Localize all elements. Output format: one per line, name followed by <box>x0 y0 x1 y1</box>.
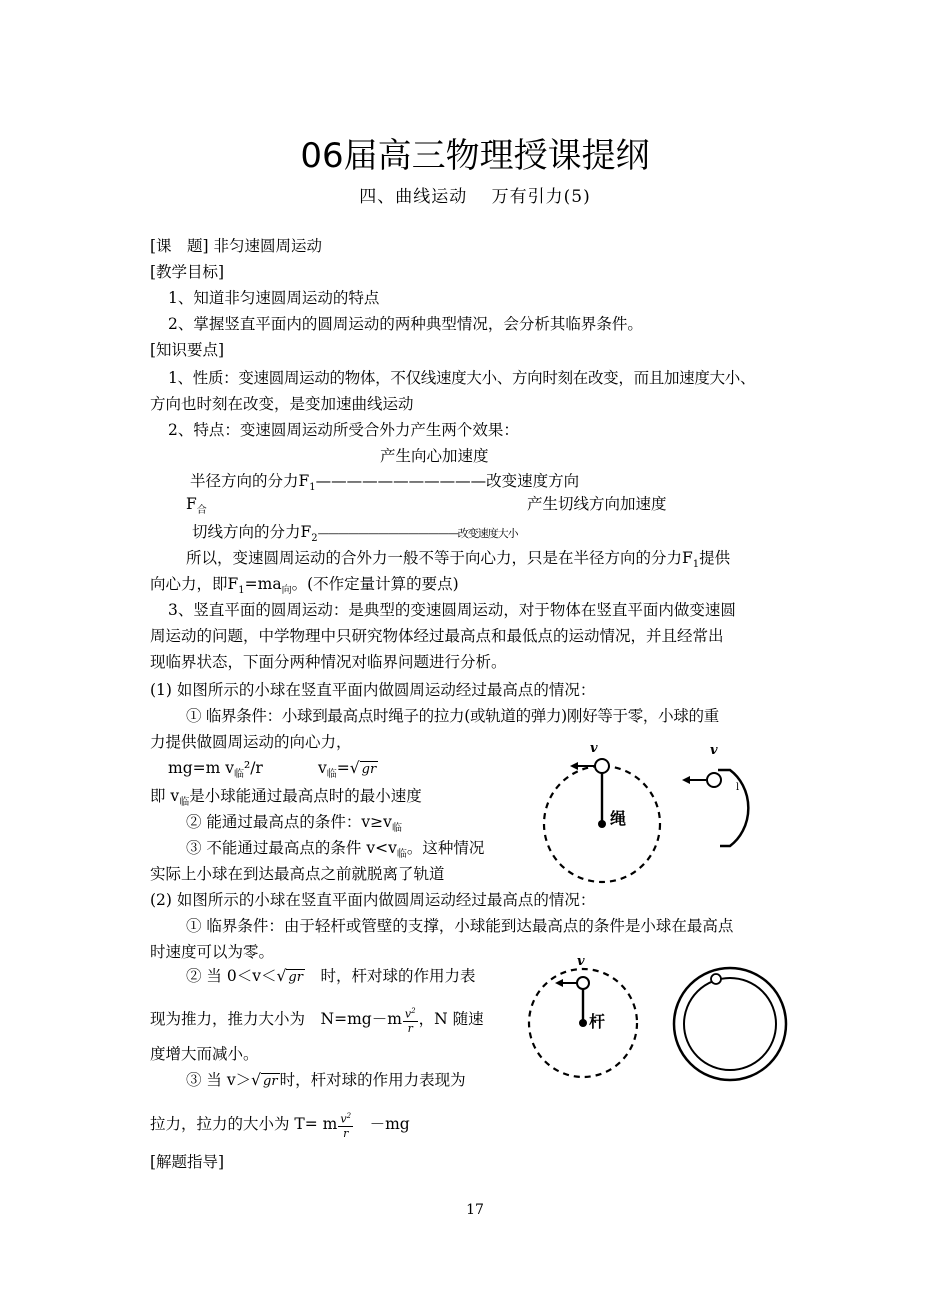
case-1-min-speed: 即 $v_临$是小球能通过最高点时的最小速度 <box>150 787 422 809</box>
pivot-point <box>598 820 606 828</box>
ball <box>577 977 589 989</box>
rope-label: 绳 <box>610 809 627 828</box>
goal-2: 2、掌握竖直平面内的圆周运动的两种典型情况，会分析其临界条件。 <box>168 315 643 333</box>
effect-net-force: $F_合$ <box>186 495 207 517</box>
tube-figure <box>670 960 790 1090</box>
case-2-c-line-1: ③ 当 v＞√ gr 时，杆对球的作用力表现为 <box>186 1071 466 1089</box>
case-1-c-line-2: 实际上小球在到达最高点之前就脱离了轨道 <box>150 865 445 883</box>
case-2-b-line-1: ② 当 0＜v＜√ gr 时，杆对球的作用力表 <box>186 967 476 985</box>
rod-circle-figure <box>525 955 645 1085</box>
velocity-label: v <box>590 742 598 756</box>
goals-heading: [教学目标] <box>150 263 225 281</box>
point-3-line-3: 现临界状态，下面分两种情况对临界问题进行分析。 <box>150 653 507 671</box>
effect-radial: 半径方向的分力$F_1———————————$改变速度方向 <box>190 472 580 494</box>
fraction-v2-over-r-2: $\frac{v^2}{r}$ <box>340 1112 352 1140</box>
conclusion-line-1: 所以，变速圆周运动的合外力一般不等于向心力，只是在半径方向的分力$F_1$提供 <box>186 549 731 571</box>
effect-tangential: 切线方向的分力$F_2——————————————$改变速度大小 <box>192 523 518 545</box>
topic-line: [课 题] 非匀速圆周运动 <box>150 237 323 255</box>
case-1-equation-1: mg=m $v_临^2/r$ <box>168 759 263 781</box>
track-mark: l <box>736 782 740 793</box>
case-1-heading: (1) 如图所示的小球在竖直平面内做圆周运动经过最高点的情况： <box>150 681 596 699</box>
velocity-label: v <box>577 955 585 969</box>
track-figure <box>680 742 790 862</box>
pivot-point <box>579 1019 587 1027</box>
arrowhead-icon <box>682 776 690 784</box>
case-1-a-line-2: 力提供做圆周运动的向心力， <box>150 733 352 751</box>
document-title: 06届高三物理授课提纲 <box>300 136 650 176</box>
guide-heading: [解题指导] <box>150 1153 225 1171</box>
velocity-label: v <box>710 743 718 758</box>
ball <box>711 974 721 984</box>
arrowhead-icon <box>570 762 578 770</box>
outer-ring <box>674 968 786 1080</box>
points-heading: [知识要点] <box>150 341 225 359</box>
point-3-line-1: 3、竖直平面的圆周运动：是典型的变速圆周运动，对于物体在竖直平面内做变速圆 <box>168 601 736 619</box>
point-1-line-2: 方向也时刻在改变，是变加速曲线运动 <box>150 395 414 413</box>
case-1-equation-2: $v_临=√$ gr <box>318 759 377 781</box>
point-2: 2、特点：变速圆周运动所受合外力产生两个效果： <box>168 421 519 439</box>
effect-tangential-accel: 产生切线方向加速度 <box>527 495 667 513</box>
case-1-b: ② 能通过最高点的条件：$v\ge v_临$ <box>186 813 402 835</box>
point-3-line-2: 周运动的问题，中学物理中只研究物体经过最高点和最低点的运动情况，并且经常出 <box>150 627 724 645</box>
case-1-a-line-1: ① 临界条件：小球到最高点时绳子的拉力(或轨道的弹力)刚好等于零，小球的重 <box>186 707 719 725</box>
fraction-v2-over-r: $\frac{v^2}{r}$ <box>404 1007 416 1035</box>
page-number: 17 <box>466 1202 484 1218</box>
goal-1: 1、知道非匀速圆周运动的特点 <box>168 289 380 307</box>
case-2-c-line-2: 拉力，拉力的大小为 T= m $\frac{v^2}{r}$ －mg <box>150 1112 410 1140</box>
effect-centripetal: 产生向心加速度 <box>380 447 489 465</box>
case-2-b-line-3: 度增大而减小。 <box>150 1045 259 1063</box>
sqrt-gr: √ gr <box>349 759 377 777</box>
arrowhead-icon <box>555 979 563 987</box>
case-2-a-line-2: 时速度可以为零。 <box>150 943 275 961</box>
rope-circle-figure <box>540 742 670 892</box>
point-1-line-1: 1、性质：变速圆周运动的物体，不仅线速度大小、方向时刻在改变，而且加速度大小、 <box>168 369 756 387</box>
case-2-b-line-2: 现为推力，推力大小为 N=mg－m $\frac{v^2}{r}$ ，N 随速 <box>150 1007 484 1035</box>
conclusion-line-2: 向心力，即$F_1=ma_向$。(不作定量计算的要点) <box>150 575 459 597</box>
case-2-heading: (2) 如图所示的小球在竖直平面内做圆周运动经过最高点的情况： <box>150 891 596 909</box>
ball <box>595 759 609 773</box>
ball <box>707 773 721 787</box>
rod-label: 杆 <box>589 1012 606 1031</box>
case-2-a-line-1: ① 临界条件：由于轻杆或管壁的支撑，小球能到达最高点的条件是小球在最高点 <box>186 917 734 935</box>
track-curve <box>718 770 748 846</box>
inner-ring <box>684 978 776 1070</box>
document-subtitle: 四、曲线运动 万有引力(5) <box>359 187 591 207</box>
case-1-c-line-1: ③ 不能通过最高点的条件 $v<v_临$。这种情况 <box>186 839 485 861</box>
